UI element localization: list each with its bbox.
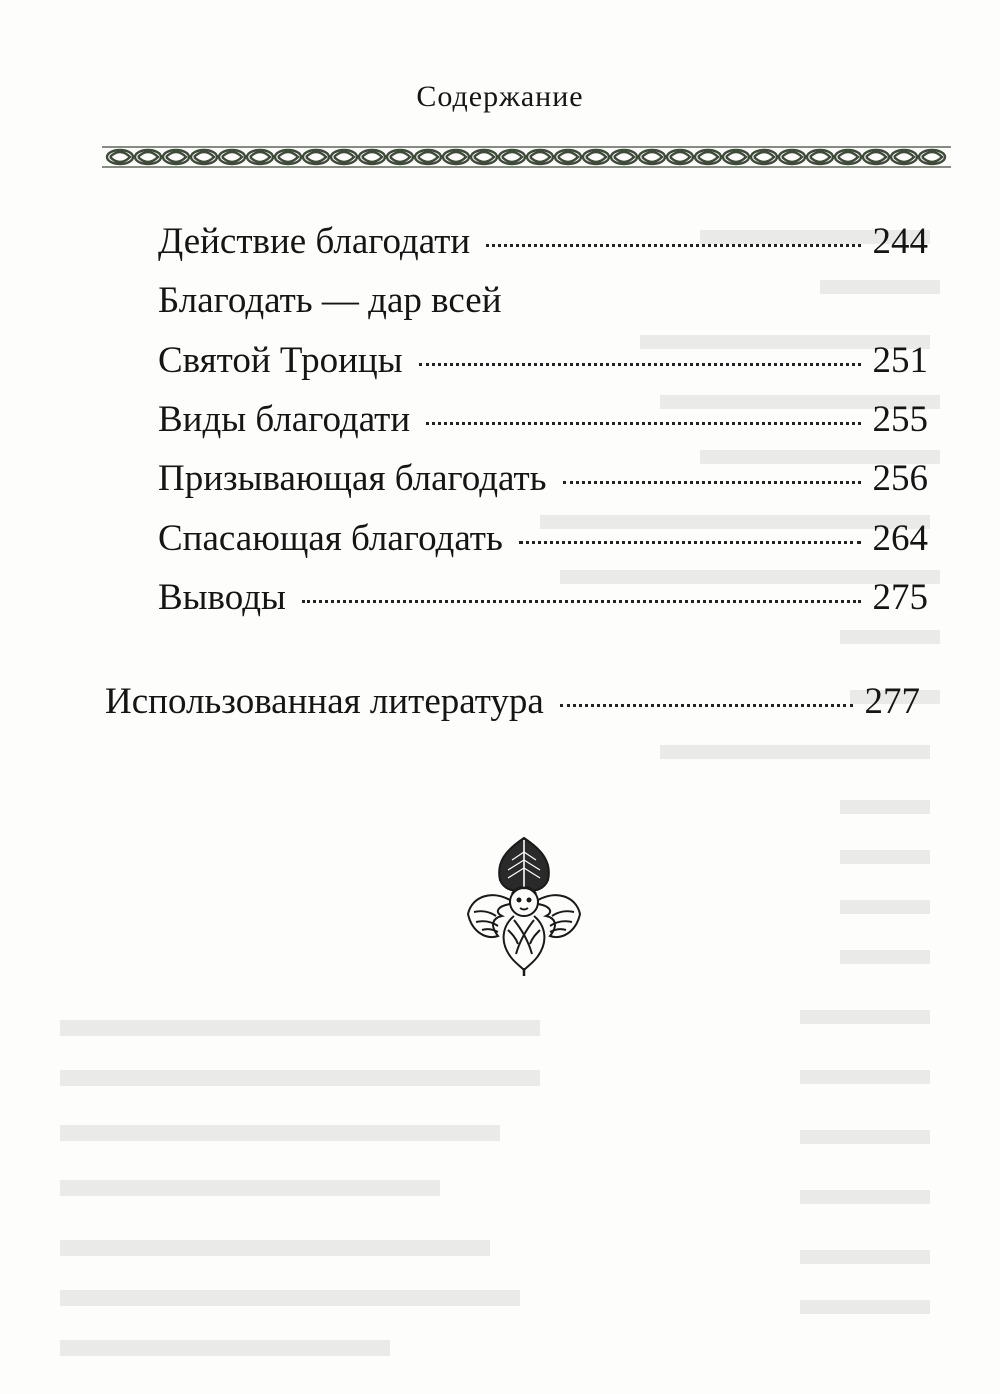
ornament-twist	[194, 152, 214, 162]
ornament-twist	[250, 152, 270, 162]
toc-entry-title: Призывающая благодать	[158, 458, 547, 499]
dot-leader	[563, 481, 861, 484]
ornament-twist	[782, 152, 802, 162]
dot-leader	[560, 704, 853, 707]
ornament-twist	[866, 152, 886, 162]
toc-entry[interactable]	[158, 517, 928, 561]
dot-leader	[426, 422, 860, 425]
toc-entry[interactable]	[158, 457, 928, 501]
toc-entry-title: Виды благодати	[158, 399, 411, 440]
toc-entry-title: Использованная литература	[105, 681, 544, 722]
ornament-twist	[614, 152, 634, 162]
ornament-twist	[922, 152, 942, 162]
ornament-twist	[502, 152, 522, 162]
toc-entry[interactable]	[158, 398, 928, 442]
ornament-twist	[586, 152, 606, 162]
toc-entry-page: 255	[872, 399, 928, 440]
dot-leader	[519, 541, 861, 544]
ornament-twist	[446, 152, 466, 162]
ornament-twist	[838, 152, 858, 162]
dot-leader	[419, 363, 861, 366]
running-header: Содержание	[416, 80, 584, 113]
toc-entry[interactable]	[105, 680, 920, 724]
braided-band-ornament-icon	[100, 142, 953, 172]
cherub-vignette-icon	[462, 830, 586, 980]
ornament-twist	[670, 152, 690, 162]
toc-entry[interactable]	[158, 576, 928, 620]
toc-entry-page: 256	[872, 458, 928, 499]
toc-entry-title: Спасающая благодать	[158, 518, 503, 559]
ornament-twist	[558, 152, 578, 162]
ornament-twist	[894, 152, 914, 162]
ornament-twist	[726, 152, 746, 162]
toc-entry-page: 264	[872, 518, 928, 559]
toc-entry-title-line1: Благодать — дар всей	[158, 280, 502, 321]
toc-entry-page: 244	[872, 221, 928, 262]
ornament-twist	[306, 152, 326, 162]
ornament-twist	[110, 152, 130, 162]
toc-entry-page: 275	[872, 577, 928, 618]
ornament-twist	[390, 152, 410, 162]
ornament-twist	[698, 152, 718, 162]
toc-entry-page: 277	[864, 681, 920, 722]
dot-leader	[302, 600, 861, 603]
toc-entry-title-line2: Святой Троицы	[158, 340, 403, 381]
ornament-twist	[754, 152, 774, 162]
toc-entry-title: Выводы	[158, 577, 286, 618]
toc-entry[interactable]	[158, 279, 928, 383]
ornament-twist	[278, 152, 298, 162]
ornament-twist	[810, 152, 830, 162]
ornament-twist	[642, 152, 662, 162]
ornament-twist	[334, 152, 354, 162]
toc-entry-page: 251	[872, 340, 928, 381]
ornament-twist	[138, 152, 158, 162]
ornament-twist	[530, 152, 550, 162]
ornament-twist	[474, 152, 494, 162]
toc-entry[interactable]	[158, 220, 928, 264]
ornament-twist	[362, 152, 382, 162]
ornament-twist	[166, 152, 186, 162]
toc-entry-title: Действие благодати	[158, 221, 471, 262]
dot-leader	[486, 244, 860, 247]
ornament-twist	[222, 152, 242, 162]
ornament-twist	[418, 152, 438, 162]
